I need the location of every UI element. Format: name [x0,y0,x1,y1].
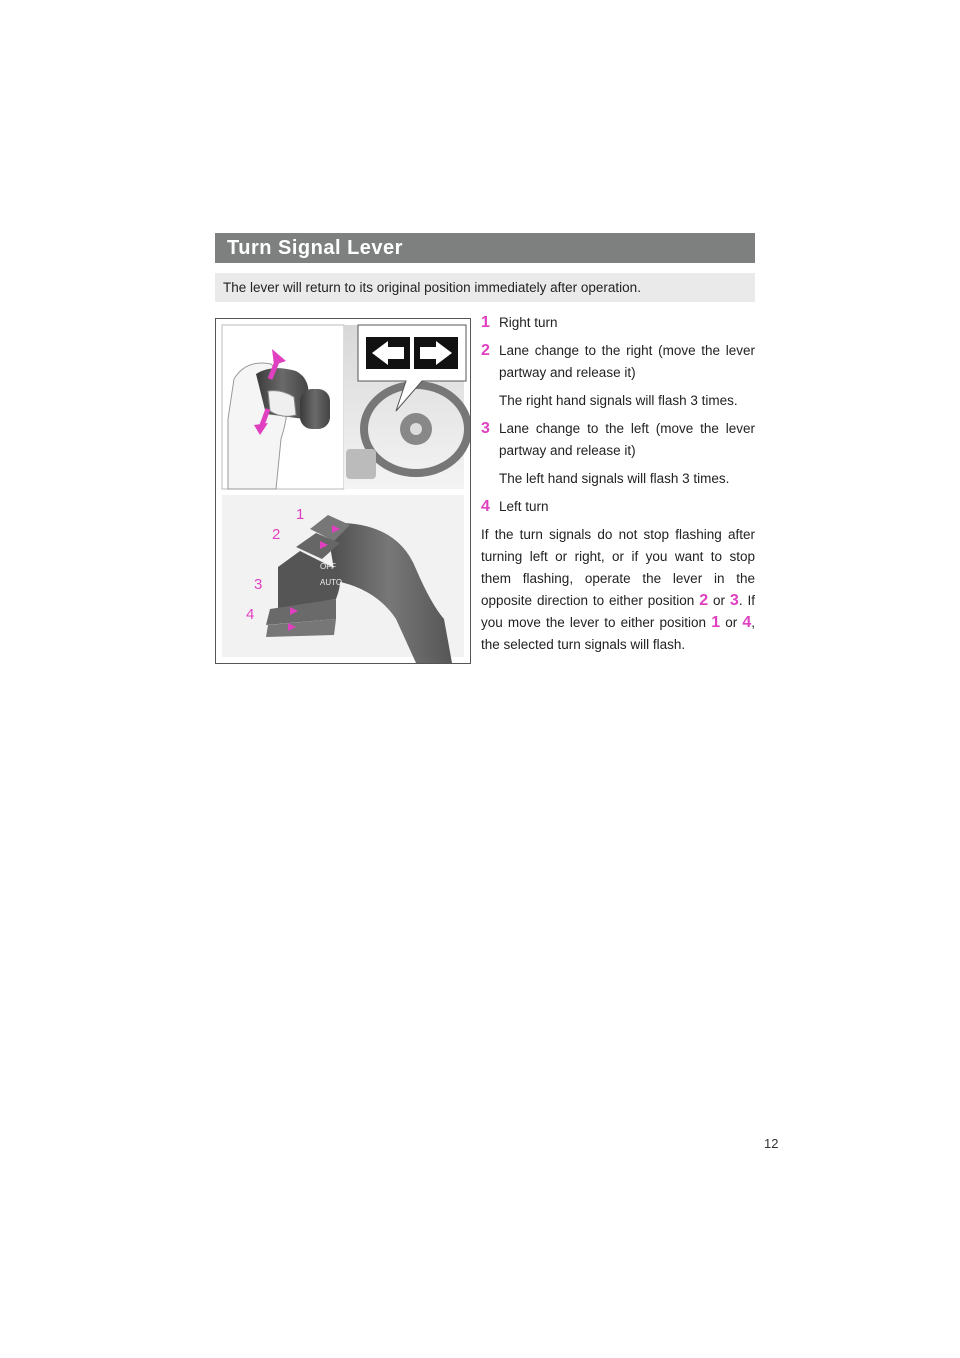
paragraph-text: , the selected turn signals will flash. [481,615,755,652]
callout-label-3: 3 [254,576,263,593]
position-ref: 4 [742,614,752,631]
step-number: 4 [481,498,490,515]
position-ref: 3 [729,592,739,609]
step-1 [481,312,755,334]
position-ref: 1 [711,614,721,631]
callout-label-2: 2 [272,526,281,543]
step-text: Lane change to the left (move the lever partway and release it) [499,421,755,458]
hand-inset [222,325,344,489]
callout-label-4: 4 [246,606,255,623]
step-note: The right hand signals will flash 3 times. [499,393,738,408]
callout-label-1: 1 [296,506,305,523]
turn-signal-illustration [216,319,470,663]
step-2 [481,340,755,412]
paragraph-text: . If you move the lever to either position [481,593,755,630]
section-intro: The lever will return to its original position immediately after operation. [215,273,755,302]
svg-text:AUTO: AUTO [320,578,343,587]
paragraph-text: If the turn signals do not stop flashing after turning left or right, or if you want to stop them flashing, operate the lever in the opposite direction to either position [481,527,755,608]
step-text: Lane change to the right (move the lever partway and release it) [499,343,755,380]
svg-text:OFF: OFF [320,562,336,571]
paragraph-text: or [708,593,730,608]
step-4 [481,496,755,518]
flashing-note-paragraph [481,524,755,656]
page-number: 12 [764,1136,779,1151]
turn-signal-figure [215,318,471,664]
step-text: Left turn [499,499,549,514]
section-title: Turn Signal Lever [215,233,755,263]
paragraph-text: or [720,615,743,630]
step-note: The left hand signals will flash 3 times. [499,471,730,486]
step-number: 1 [481,314,490,331]
step-text: Right turn [499,315,558,330]
instructions [481,312,755,656]
position-ref: 2 [699,592,709,609]
step-number: 3 [481,420,490,437]
step-3 [481,418,755,490]
step-number: 2 [481,342,490,359]
